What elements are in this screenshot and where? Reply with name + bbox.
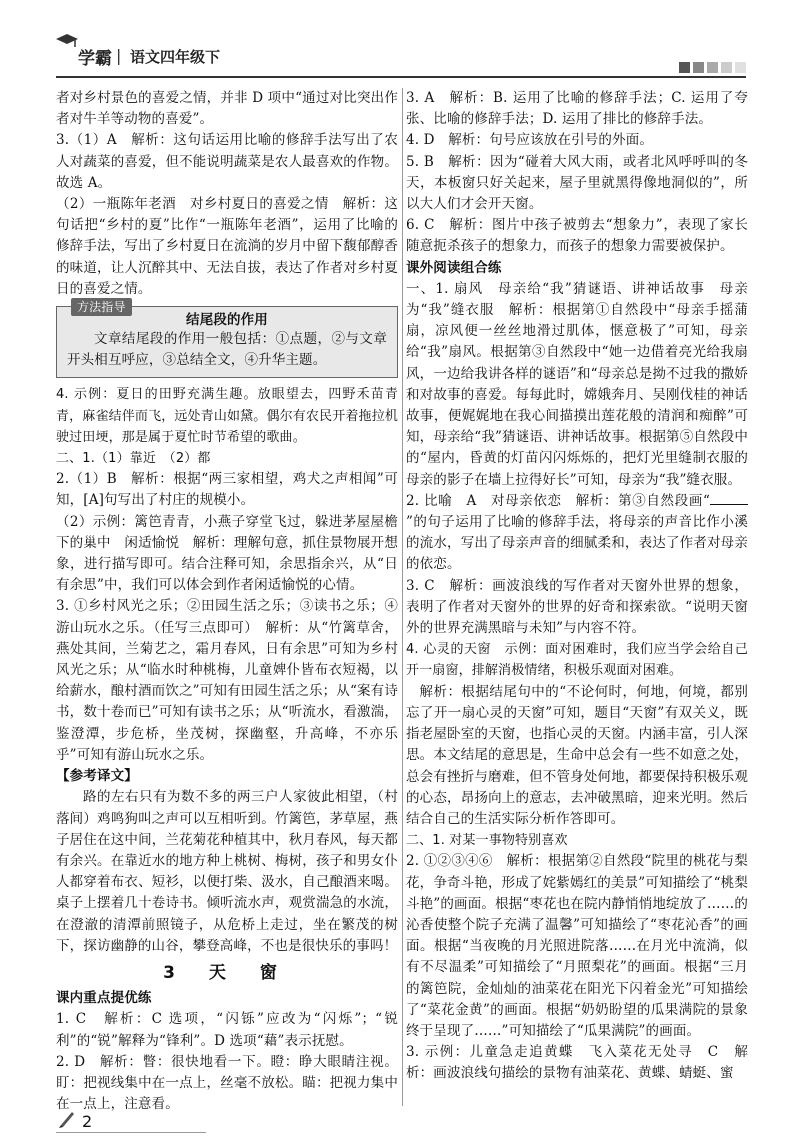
answer-paragraph: 一、1. 扇风 母亲给“我”猜谜语、讲神话故事 母亲为“我”缝衣服 解析：根据第①自然段中“母亲手摇蒲扇，凉风便一丝丝地滑过肌体，惬意极了”可知，母亲给“我”扇风。根据第③自然段中“她一边借着亮光给我扇风，一边给我讲各样的谜语”和“母亲总是拗不过我的撒娇和对故事的喜爱。每每此时，嫦娥奔月、吴刚伐桂的神话故事，便娓娓地在我心间描摸出莲花般的清润和痴醉”可知，母亲给“我”猜谜语、讲神话故事。根据第⑤自然段中的“屋内，昏黄的灯苗闪闪烁烁的，把灯光里缝制衣服的母亲的影子在墙上拉得好长”可知，母亲为“我”缝衣服。 — [406, 280, 748, 488]
answer-paragraph: 5. B 解析：因为“碰着大风大雨，或者北风呼呼叫的冬天，本板窗只好关起来，屋子里就黑得像地洞似的”，所以大人们才会开天窗。 — [406, 153, 748, 213]
footer-rule — [56, 1132, 206, 1133]
method-guide-text: 文章结尾段的作用一般包括：①点题，②与文章开头相互呼应，③总结全文，④升华主题。 — [67, 331, 387, 369]
right-column — [406, 88, 748, 1085]
pencil-icon — [58, 1108, 76, 1128]
answer-text: ”的句子运用了比喻的修辞手法，将母亲的声音比作小溪的流水，写出了母亲声音的细腻柔和，表达了作者对母亲的依恋。 — [406, 514, 748, 573]
method-guide-title: 结尾段的作用 — [186, 312, 268, 329]
decorative-squares — [676, 58, 746, 70]
column-divider — [402, 88, 403, 1106]
lesson-title: 3 天 窗 — [163, 962, 291, 983]
answer-paragraph: 4. 示例：夏日的田野充满生趣。放眼望去，四野禾苗青青，麻雀结伴而飞，远处青山如黛。偶尔有农民开着拖拉机驶过田埂，那是属于夏忙时节希望的歌曲。 — [56, 387, 398, 445]
reference-translation-text: 路的左右只有为数不多的两三户人家彼此相望，（村落间）鸡鸣狗叫之声可以互相听到。竹篱笆，茅草屋，燕子居住在这中间，兰花菊花种植其中，秋月春风，每天都有余兴。在靠近水的地方种上桃树、梅树，孩子和男女仆人都穿着布衣、短衫，以便打柴、汲水，自己酿酒来喝。桌子上摆着几十卷诗书。倾听流水声，观赏湍急的水流，在澄澈的清潭前照镜子，从危桥上走过，坐在繁茂的树下，探访幽静的山谷，攀登高峰，不也是很快乐的事吗！ — [56, 789, 398, 954]
subject-title: 语文四年级下 — [130, 48, 221, 66]
answer-text: 2. 比喻 A 对母亲依恋 解析：第③自然段画“ — [406, 492, 710, 509]
answer-paragraph: 3. ①乡村风光之乐；②田园生活之乐；③读书之乐；④游山玩水之乐。（任写三点即可） 解析：从“竹篱草舍，燕处其间，兰菊艺之，霜月春风，日有余思”可知为乡村风光之乐；从“临水时种桃梅，儿童婢仆皆布衣短褐，以给薪水，酿村酒而饮之”可知有田园生活之乐；从“案有诗书，数十卷而已”可知有读书之乐；从“听流水，看激湍，鉴澄潭，步危桥，坐茂树，探幽壑，升高峰，不亦乐乎”可知有游山玩水之乐。 — [56, 598, 398, 763]
graduation-cap-icon — [56, 34, 78, 48]
answer-paragraph: 6. C 解析：图片中孩子被剪去“想象力”，表现了家长随意扼杀孩子的想象力，而孩子的想象力需要被保护。 — [406, 217, 748, 255]
answer-paragraph: 2. D 解析：瞥：很快地看一下。瞪：睁大眼睛注视。盯：把视线集中在一点上，丝毫不放松。瞄：把视力集中在一点上，注意看。 — [56, 1053, 398, 1113]
answer-paragraph: 3.（1）A 解析：这句话运用比喻的修辞手法写出了农人对蔬菜的喜爱，但不能说明蔬菜是农人最喜欢的作物。故选 A。 — [56, 132, 398, 191]
answer-paragraph: 2. ①②③④⑥ 解析：根据第②自然段“院里的桃花与梨花，争奇斗艳，形成了姹紫嫣红的美景”可知描绘了“桃梨斗艳”的画面。根据“枣花也在院内静悄悄地绽放了……的沁香使整个院子充满了温馨”可知描绘了“枣花沁香”的画面。根据“当夜晚的月光照进院落……在月光中流淌，似有不尽温柔”可知描绘了“月照梨花”的画面。根据“三月的篱笆院，金灿灿的油菜花在阳光下闪着金光”可知描绘了“菜花金黄”的画面。根据“奶奶盼望的瓜果满院的景象终于呈现了……”可知描绘了“瓜果满院”的画面。 — [406, 853, 748, 1039]
answer-paragraph: 二、1. 对某一事物特别喜欢 — [406, 833, 568, 849]
square-icon — [679, 62, 690, 73]
answer-paragraph: 4. D 解析：句号应该放在引号的外面。 — [406, 132, 653, 149]
answer-paragraph: 者对乡村景色的喜爱之情，并非 D 项中“通过对比突出作者对牛羊等动物的喜爱”。 — [56, 90, 398, 128]
header-separator: | — [116, 46, 122, 65]
answer-paragraph: 1. C 解析：C 选项，“闪铄”应改为“闪烁”；“锐利”的“锐”解释为“锋利”。D 选项“藉”表示抚慰。 — [56, 1011, 398, 1049]
answer-paragraph: （2）示例：篱笆青青，小燕子穿堂飞过，躲进茅屋屋檐下的巢中 闲适愉悦 解析：理解句意，抓住景物展开想象，进行描写即可。结合注释可知，余思指余兴，从“日有余思”中，我们可以体会到作者闲适愉悦的心情。 — [56, 513, 398, 594]
left-column — [56, 88, 398, 1115]
method-guide-box — [56, 300, 398, 378]
answer-paragraph — [406, 491, 748, 576]
answer-paragraph: 2.（1）B 解析：根据“两三家相望，鸡犬之声相闻”可知，[A]句写出了村庄的规模小。 — [56, 471, 398, 509]
header-rule — [56, 76, 746, 78]
square-icon — [707, 62, 718, 73]
brand-logo: 学霸 — [78, 49, 112, 69]
section-heading: 课内重点提优练 — [56, 990, 152, 1007]
square-icon — [735, 62, 746, 73]
underline-blank — [710, 504, 748, 505]
reference-translation-title: 【参考译文】 — [56, 768, 138, 785]
answer-paragraph: 4. 心灵的天窗 示例：面对困难时，我们应当学会给自己开一扇窗，排解消极情绪，积极乐观面对困难。 — [406, 642, 748, 679]
square-icon — [721, 62, 732, 73]
page-header — [56, 30, 746, 80]
answer-paragraph: 3. 示例：儿童急走追黄蝶 飞入菜花无处寻 C 解析：画波浪线句描绘的景物有油菜花、黄蝶、蜻蜓、蜜 — [406, 1044, 748, 1082]
page-number: 2 — [82, 1112, 93, 1131]
answer-paragraph: 3. A 解析：B. 运用了比喻的修辞手法；C. 运用了夸张、比喻的修辞手法；D. 运用了排比的修辞手法。 — [406, 90, 748, 128]
answer-paragraph: （2）一瓶陈年老酒 对乡村夏日的喜爱之情 解析：这句话把“乡村的夏”比作“一瓶陈年老酒”，运用了比喻的修辞手法，写出了乡村夏日在流淌的岁月中留下馥郁醇香的味道，让人沉醉其中、无法自拔，表达了作者对乡村夏日的喜爱之情。 — [56, 196, 398, 297]
section-heading: 课外阅读组合练 — [406, 259, 502, 276]
square-icon — [693, 62, 704, 73]
method-guide-tag: 方法指导 — [71, 298, 132, 316]
answer-paragraph: 解析：根据结尾句中的“不论何时，何地，何境，都别忘了开一扇心灵的天窗”可知，题目“天窗”有双关义，既指老屋卧室的天窗，也指心灵的天窗。内涵丰富，引人深思。本文结尾的意思是，生命中总会有一些不如意之处，总会有挫折与磨难，但不管身处何地，都要保持积极乐观的心态，昂扬向上的意志，去冲破黑暗，迎来光明。然后结合自己的生活实际分析作答即可。 — [406, 683, 748, 827]
answer-paragraph: 3. C 解析：画波浪线的写作者对天窗外世界的想象，表明了作者对天窗外的世界的好奇和探索欲。“说明天窗外的世界充满黑暗与未知”与内容不符。 — [406, 577, 748, 637]
answer-paragraph: 二、1.（1）靠近 （2）都 — [56, 451, 211, 467]
